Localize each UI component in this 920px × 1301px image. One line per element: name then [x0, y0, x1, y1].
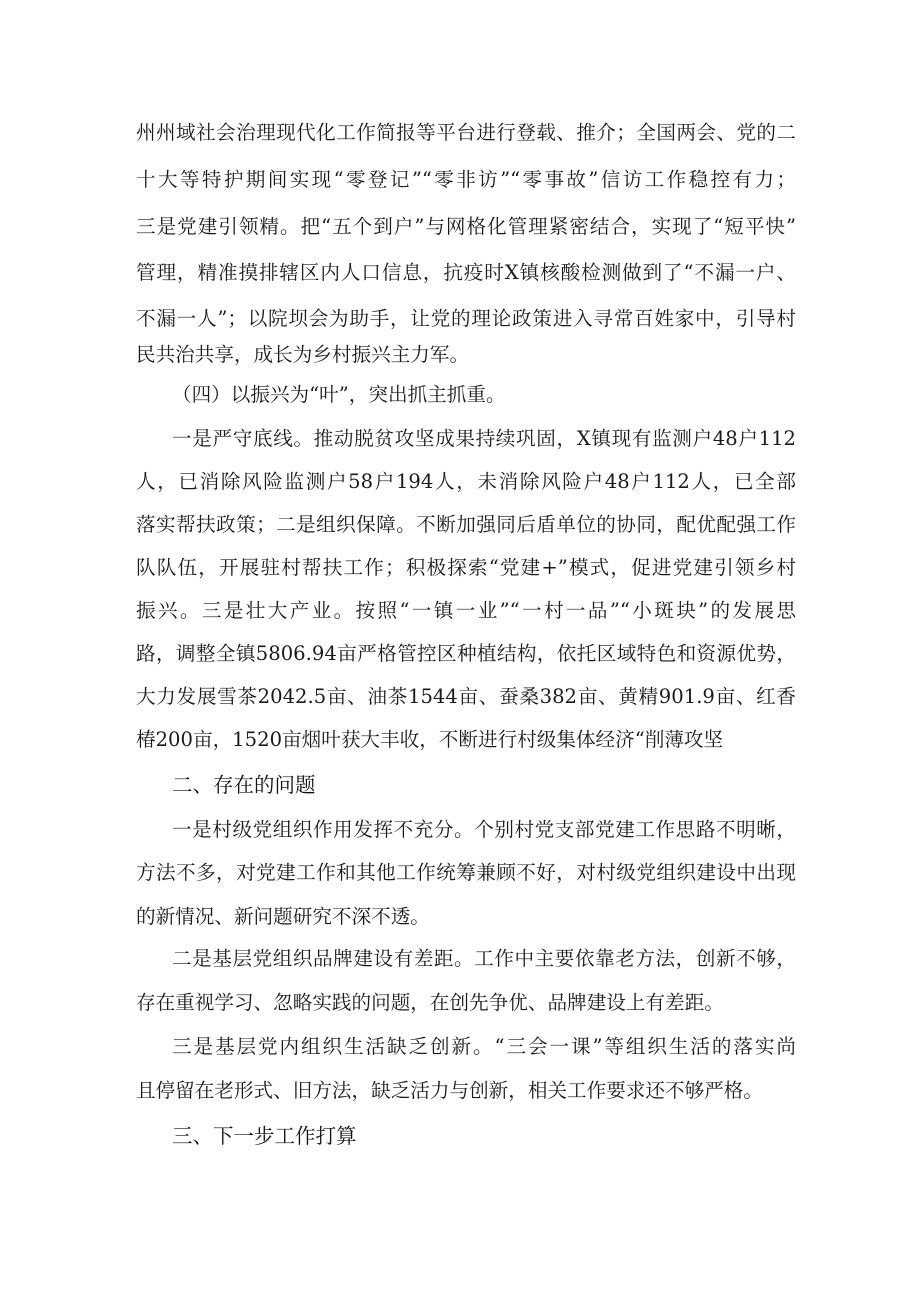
- paragraph-line: 的新情况、新问题研究不深不透。: [136, 905, 430, 928]
- paragraph-line: 二是基层党组织品牌建设有差距。工作中主要依靠老方法，创新不够，: [172, 947, 796, 970]
- section-heading: 二、存在的问题: [172, 773, 316, 797]
- paragraph-line: 人，已消除风险监测户58户194人，未消除风险户48户112人，已全部: [136, 470, 796, 493]
- paragraph-line: 路，调整全镇5806.94亩严格管控区种植结构，依托区域特色和资源优势，: [136, 642, 796, 665]
- paragraph-line: 大力发展雪茶2042.5亩、油茶1544亩、蚕桑382亩、黄精901.9亩、红香: [136, 685, 796, 708]
- subsection-heading: （四）以振兴为“叶”，突出抓主抓重。: [172, 383, 506, 406]
- paragraph-line: 落实帮扶政策；二是组织保障。不断加强同后盾单位的协同，配优配强工作: [136, 513, 796, 536]
- section-heading: 三、下一步工作打算: [172, 1124, 357, 1148]
- paragraph-line: 州州域社会治理现代化工作简报等平台进行登载、推介；全国两会、党的二: [136, 121, 796, 144]
- paragraph-line: 且停留在老形式、旧方法，缺乏活力与创新，相关工作要求还不够严格。: [136, 1079, 763, 1102]
- paragraph-line: 方法不多，对党建工作和其他工作统筹兼顾不好，对村级党组织建设中出现: [136, 861, 796, 884]
- paragraph-line: 一是严守底线。推动脱贫攻坚成果持续巩固，X镇现有监测户48户112: [172, 427, 796, 450]
- paragraph-line: 民共治共享，成长为乡村振兴主力军。: [136, 343, 470, 366]
- paragraph-line: 队队伍，开展驻村帮扶工作；积极探索“党建+”模式，促进党建引领乡村: [136, 556, 796, 579]
- paragraph-line: 管理，精准摸排辖区内人口信息，抗疫时X镇核酸检测做到了“不漏一户、: [136, 261, 796, 284]
- paragraph-line: 椿200亩，1520亩烟叶获大丰收，不断进行村级集体经济“削薄攻坚: [136, 728, 724, 751]
- paragraph-line: 三是党建引领精。把“五个到户”与网格化管理紧密结合，实现了“短平快”: [136, 215, 796, 238]
- paragraph-line: 三是基层党内组织生活缺乏创新。“三会一课”等组织生活的落实尚: [172, 1035, 796, 1058]
- paragraph-line: 一是村级党组织作用发挥不充分。个别村党支部党建工作思路不明晰，: [172, 818, 796, 841]
- paragraph-line: 振兴。三是壮大产业。按照“一镇一业”“一村一品”“小斑块”的发展思: [136, 599, 796, 622]
- paragraph-line: 存在重视学习、忽略实践的问题，在创先争优、品牌建设上有差距。: [136, 991, 724, 1014]
- paragraph-line: 不漏一人”；以院坝会为助手，让党的理论政策进入寻常百姓家中，引导村: [136, 307, 796, 330]
- paragraph-line: 十大等特护期间实现“零登记”“零非访”“零事故”信访工作稳控有力；: [136, 168, 796, 191]
